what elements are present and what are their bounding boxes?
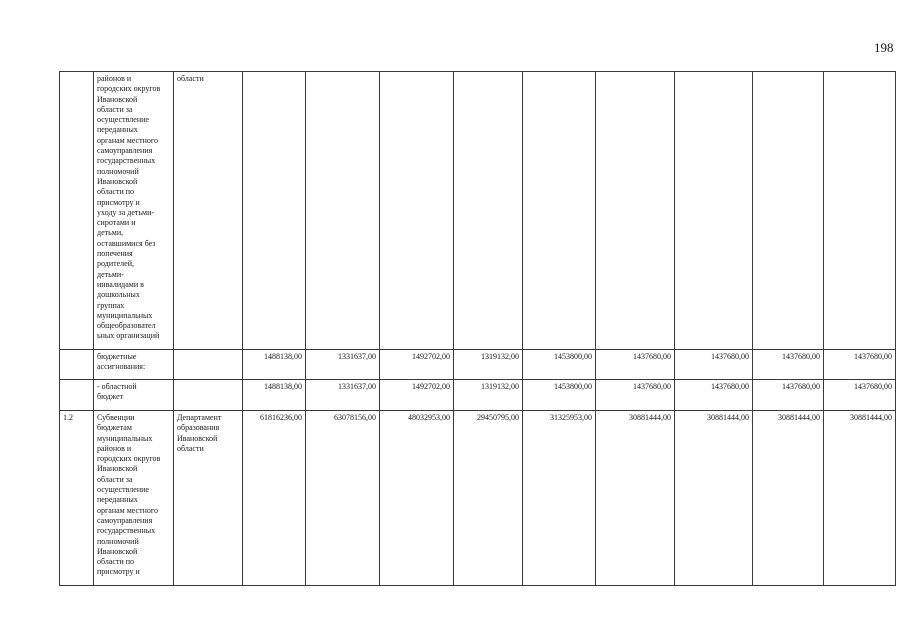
amount-cell — [523, 72, 596, 350]
row-number-cell — [60, 350, 94, 380]
name-line: ьных организаций — [97, 331, 160, 341]
executor-line: Департамент — [177, 413, 222, 422]
name-line: ассигнования: — [97, 362, 146, 372]
name-line: - областной — [97, 382, 137, 391]
name-line: дошкольных — [97, 290, 140, 300]
amount-cell: 30881444,00 — [596, 411, 675, 586]
name-line: осуществление — [97, 115, 149, 125]
name-line: самоуправления — [97, 515, 153, 525]
name-line: органам местного — [97, 505, 158, 515]
name-line: Ивановской — [97, 176, 138, 186]
name-line: присмотру и — [97, 197, 140, 207]
row-number-cell — [60, 72, 94, 350]
amount-cell: 1488138,00 — [243, 380, 306, 411]
name-line: сиротами и — [97, 218, 136, 228]
amount-cell — [675, 72, 753, 350]
name-line: государственных — [97, 156, 156, 166]
name-line: городских округов — [97, 454, 161, 464]
amount-cell: 1437680,00 — [675, 350, 753, 380]
name-line: детьми, — [97, 228, 124, 238]
name-line: области за — [97, 104, 133, 114]
amount-cell — [824, 72, 896, 350]
name-line: районов и — [97, 443, 132, 453]
amount-cell — [306, 72, 380, 350]
amount-cell: 29450795,00 — [454, 411, 523, 586]
name-line: попечения — [97, 249, 133, 259]
row-number-cell — [60, 380, 94, 411]
amount-cell — [243, 72, 306, 350]
amount-cell: 30881444,00 — [824, 411, 896, 586]
amount-cell — [380, 72, 454, 350]
name-line: уходу за детьми- — [97, 207, 155, 217]
name-line: области по — [97, 187, 135, 197]
name-line: Субвенции — [97, 413, 135, 422]
name-line: районов и — [97, 74, 132, 83]
amount-cell: 1492702,00 — [380, 380, 454, 411]
name-line: самоуправления — [97, 146, 153, 156]
amount-cell — [753, 72, 824, 350]
name-line: группах — [97, 300, 125, 310]
name-line: присмотру и — [97, 567, 140, 577]
row-name-cell — [94, 350, 174, 380]
executor-cell — [174, 350, 243, 380]
name-line: бюджетам — [97, 423, 132, 433]
name-line: государственных — [97, 526, 156, 536]
name-line: родителей, — [97, 259, 134, 269]
executor-cell — [174, 72, 243, 350]
amount-cell: 1492702,00 — [380, 350, 454, 380]
name-line: осуществление — [97, 485, 149, 495]
amount-cell: 48032953,00 — [380, 411, 454, 586]
amount-cell: 1437680,00 — [753, 380, 824, 411]
name-line: оставшимися без — [97, 238, 156, 248]
name-line: общеобразовател — [97, 321, 156, 331]
row-name-cell — [94, 411, 174, 586]
row-number-cell: 1.2 — [60, 411, 94, 586]
name-line: муниципальных — [97, 433, 153, 443]
name-line: области по — [97, 557, 135, 567]
name-line: области за — [97, 474, 133, 484]
name-line: Ивановской — [97, 94, 138, 104]
name-line: детьми- — [97, 269, 124, 279]
amount-cell: 1437680,00 — [596, 380, 675, 411]
name-line: муниципальных — [97, 310, 153, 320]
executor-line: области — [177, 74, 204, 83]
amount-cell: 1437680,00 — [824, 350, 896, 380]
executor-cell — [174, 380, 243, 411]
amount-cell: 1437680,00 — [753, 350, 824, 380]
name-line: органам местного — [97, 135, 158, 145]
amount-cell: 1319132,00 — [454, 350, 523, 380]
amount-cell: 1453800,00 — [523, 350, 596, 380]
amount-cell: 61816236,00 — [243, 411, 306, 586]
name-line: бюджет — [97, 392, 124, 402]
amount-cell — [596, 72, 675, 350]
name-line: городских округов — [97, 84, 161, 94]
row-name-cell — [94, 72, 174, 350]
amount-cell: 31325953,00 — [523, 411, 596, 586]
table-row — [60, 411, 896, 586]
name-line: бюджетные — [97, 352, 137, 361]
amount-cell: 1331637,00 — [306, 350, 380, 380]
name-line: инвалидами в — [97, 279, 144, 289]
amount-cell: 1437680,00 — [824, 380, 896, 411]
amount-cell: 1331637,00 — [306, 380, 380, 411]
row-name-cell — [94, 380, 174, 411]
amount-cell: 1437680,00 — [675, 380, 753, 411]
page-number: 198 — [874, 40, 894, 55]
executor-cell — [174, 411, 243, 586]
executor-line: области — [177, 443, 204, 453]
budget-table — [59, 71, 896, 586]
amount-cell — [454, 72, 523, 350]
name-line: полномочий — [97, 166, 139, 176]
amount-cell: 1488138,00 — [243, 350, 306, 380]
name-line: переданных — [97, 125, 138, 135]
amount-cell: 63078156,00 — [306, 411, 380, 586]
amount-cell: 30881444,00 — [675, 411, 753, 586]
name-line: переданных — [97, 495, 138, 505]
amount-cell: 1453800,00 — [523, 380, 596, 411]
table-row — [60, 72, 896, 350]
executor-line: Ивановской — [177, 433, 218, 443]
table-row — [60, 350, 896, 380]
amount-cell: 30881444,00 — [753, 411, 824, 586]
name-line: Ивановской — [97, 546, 138, 556]
executor-line: образования — [177, 423, 220, 433]
amount-cell: 1319132,00 — [454, 380, 523, 411]
name-line: полномочий — [97, 536, 139, 546]
name-line: Ивановской — [97, 464, 138, 474]
table-row — [60, 380, 896, 411]
amount-cell: 1437680,00 — [596, 350, 675, 380]
